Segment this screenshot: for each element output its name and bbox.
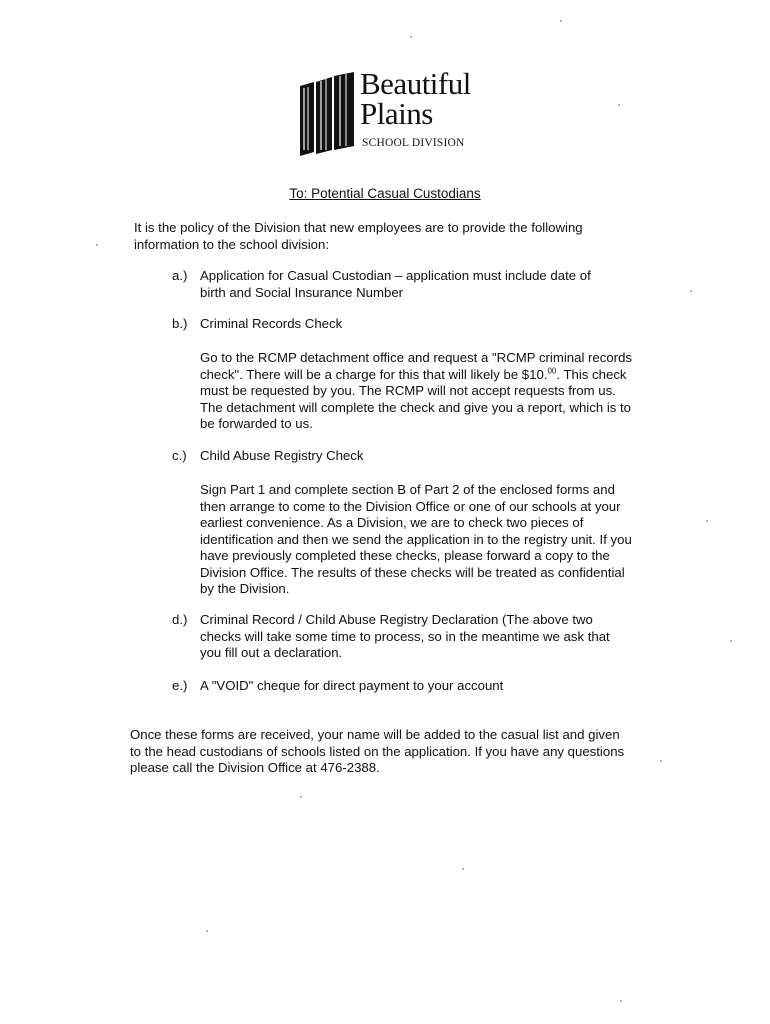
logo-school-division: SCHOOL DIVISION [362,137,465,149]
scan-speck [206,930,208,932]
list-item-label: b.) [172,316,188,331]
rcmp-instructions-paragraph [200,350,640,433]
list-item-text: Application for Casual Custodian – application must include date of birth and Social Insurance Number [200,268,591,300]
letter-title [0,186,770,201]
scan-speck [660,760,662,762]
list-item-text: Criminal Record / Child Abuse Registry Declaration (The above two checks will take some time to process, so in the meantime we ask that you fill out a declaration. [200,612,610,660]
logo-word-beautiful: Beautiful [360,66,471,101]
list-item-text: Child Abuse Registry Check [200,448,364,463]
list-item-text: A "VOID" cheque for direct payment to your account [200,678,504,693]
rcmp-text-after: . This check must be requested by you. The RCMP will not accept requests from us. The detachment will complete the check and give you a report, which is to be forwarded to us. [200,366,632,431]
list-item-label: a.) [172,268,188,283]
list-item-label: e.) [172,678,188,693]
rcmp-cents-superscript: 00 [547,366,557,376]
letter-title-text: To: Potential Casual Custodians [289,186,481,201]
scan-speck [560,20,562,22]
rcmp-text-before: Go to the RCMP detachment office and request a "RCMP criminal records check". There will be a charge for this that will likely be $10. [200,350,633,382]
scan-speck [96,244,98,246]
intro-paragraph: It is the policy of the Division that new employees are to provide the following information to the school division: [134,220,583,252]
logo-word-plains: Plains [360,96,433,131]
book-spines-logo-icon [296,72,358,160]
registry-instructions-paragraph: Sign Part 1 and complete section B of Part 2 of the enclosed forms and then arrange to come to the Division Office or one of our schools at your earliest convenience. As a Division, we are to check two pieces of identification and then we send the application in to the registry unit. If you have previously completed these checks, please forward a copy to the Division Office. The results of these checks will be treated as confidential by the Division. [200,482,632,596]
closing-paragraph: Once these forms are received, your name will be added to the casual list and given to the head custodians of schools listed on the application. If you have any questions please call the Division Office at 476-2388. [130,727,625,775]
scan-speck [620,1000,622,1002]
scan-speck [706,520,708,522]
list-item-label: d.) [172,612,188,627]
scan-speck [618,104,620,106]
division-logo [296,68,496,160]
scan-speck [462,868,464,870]
list-item-label: c.) [172,448,187,463]
scan-speck [410,36,412,38]
scan-speck [690,290,692,292]
list-item-text: Criminal Records Check [200,316,343,331]
scan-speck [300,796,302,798]
scan-speck [730,640,732,642]
